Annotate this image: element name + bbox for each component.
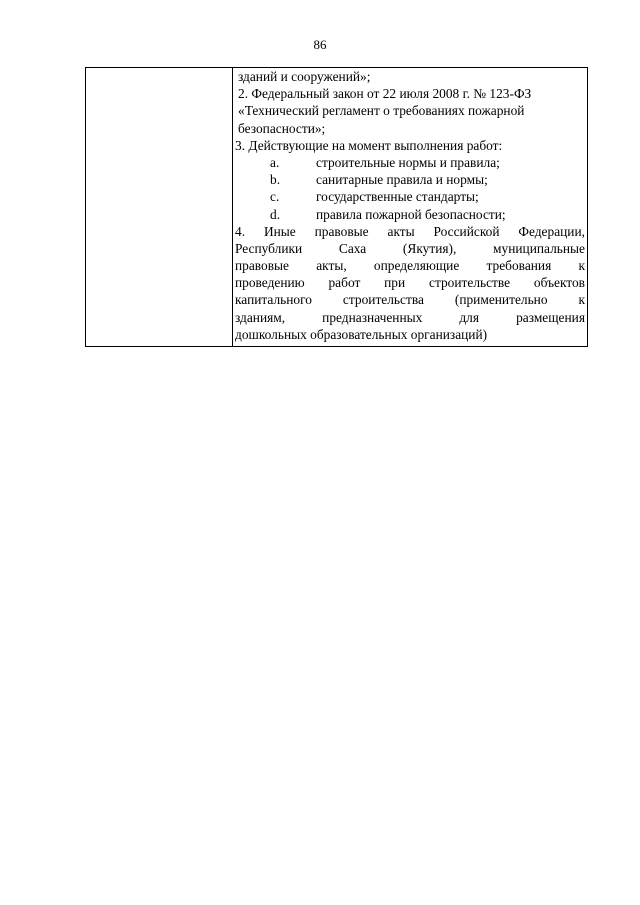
list-item bbox=[235, 154, 585, 171]
list-marker: a. bbox=[270, 154, 280, 170]
paragraph-line-last: дошкольных образовательных организаций) bbox=[235, 326, 488, 342]
list-marker: b. bbox=[270, 172, 281, 188]
paragraph-line: капитального строительства (применительно к bbox=[235, 292, 585, 308]
paragraph-line: проведению работ при строительстве объектов bbox=[235, 275, 585, 291]
law-title-line: «Технический регламент о требованиях пожарной bbox=[238, 103, 525, 119]
table-cell-right bbox=[235, 68, 585, 346]
paragraph-line: правовые акты, определяющие требования к bbox=[235, 258, 585, 274]
list-heading: 3. Действующие на момент выполнения работ: bbox=[235, 137, 503, 153]
list-item-text: строительные нормы и правила; bbox=[316, 154, 500, 170]
list-marker: c. bbox=[270, 189, 280, 205]
list-marker: d. bbox=[270, 206, 281, 222]
law-reference-line: 2. Федеральный закон от 22 июля 2008 г. № 123-ФЗ bbox=[238, 86, 532, 102]
table-cell-left bbox=[86, 68, 232, 346]
text-line: зданий и сооружений»; bbox=[238, 69, 371, 84]
column-divider bbox=[232, 68, 233, 346]
paragraph-line: Республики Саха (Якутия), муниципальные bbox=[235, 240, 585, 256]
law-title-line: безопасности»; bbox=[238, 120, 326, 136]
list-item bbox=[235, 171, 585, 188]
page-number: 86 bbox=[313, 37, 327, 52]
list-item bbox=[235, 188, 585, 205]
list-item-text: государственные стандарты; bbox=[316, 189, 479, 205]
list-item-text: санитарные правила и нормы; bbox=[316, 172, 488, 188]
requirements-table bbox=[85, 67, 588, 347]
paragraph-line: зданиям, предназначенных для размещения bbox=[235, 309, 585, 325]
paragraph-line: 4. Иные правовые акты Российской Федерации, bbox=[235, 223, 585, 239]
list-item bbox=[235, 206, 585, 223]
list-item-text: правила пожарной безопасности; bbox=[316, 206, 506, 222]
